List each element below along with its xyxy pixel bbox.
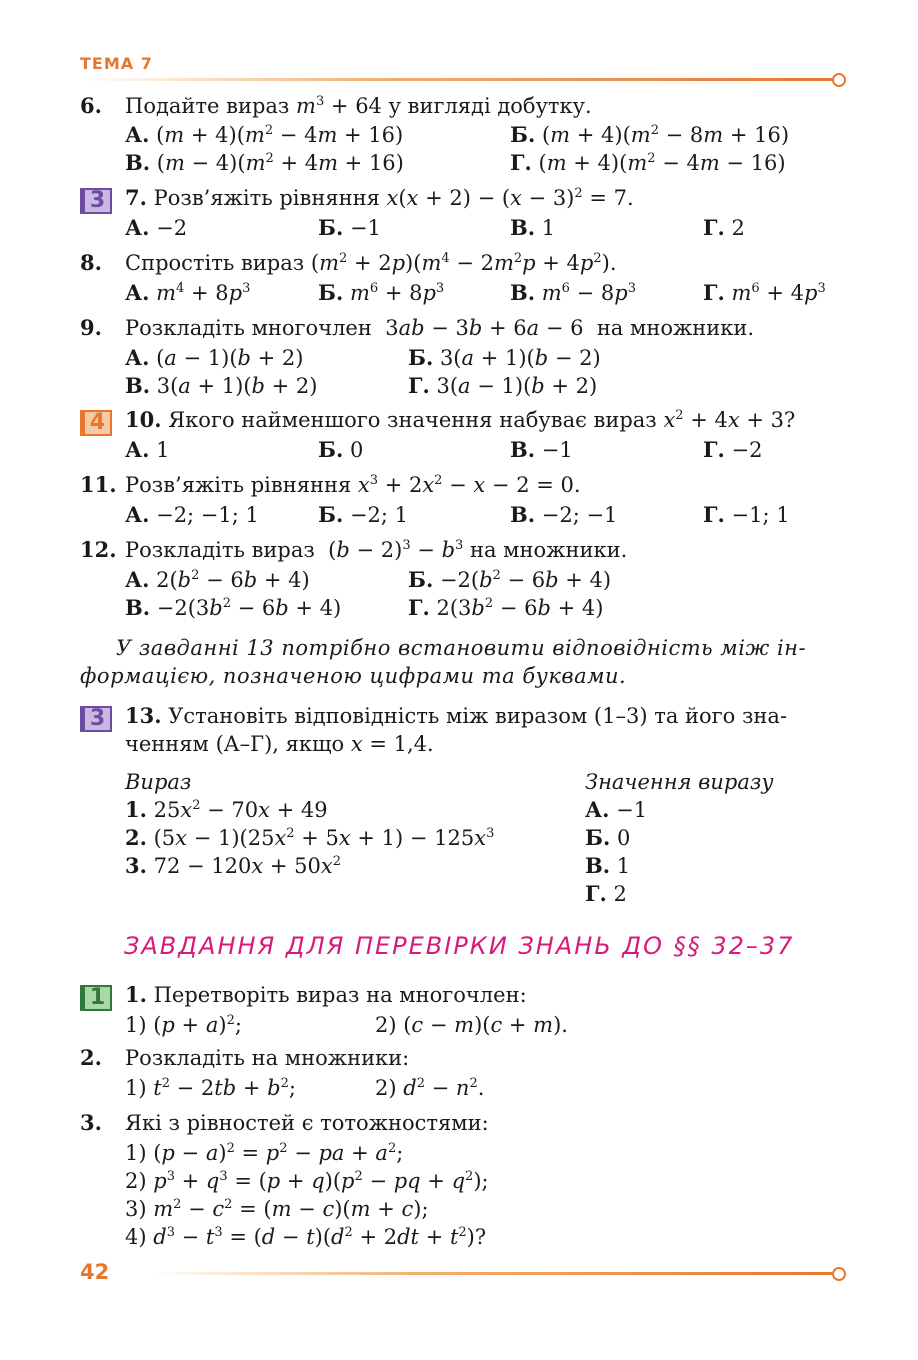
task-12-option-b: Б. $-2(b^2 - 6b + 4)$ — [408, 567, 612, 592]
task-number: 2. — [80, 1045, 102, 1070]
task-6-option-c: В. $(m - 4)(m^2 + 4m + 16)$ — [125, 150, 404, 175]
bottom-rule-circle-icon — [832, 1267, 846, 1281]
matching-value-c: В. 1 — [585, 853, 631, 878]
task-10-option-b: Б. 0 — [318, 437, 364, 462]
task-8-option-b: Б. $m^6 + 8p^3$ — [318, 280, 445, 305]
task-10-text: 10. Якого найменшого значення набуває вираз $x^2 + 4x + 3$? — [125, 407, 796, 432]
check-2-item-2: 2) $d^2 - n^2$. — [375, 1076, 485, 1100]
level-badge: 3 — [80, 706, 112, 732]
check-3-item-3: 3) $m^2 - c^2 = (m - c)(m + c)$; — [125, 1197, 429, 1221]
task-10-option-d: Г. −2 — [703, 437, 763, 462]
level-badge: 1 — [80, 985, 112, 1011]
task-7-option-b: Б. −1 — [318, 215, 381, 240]
task-10-option-c: В. −1 — [510, 437, 573, 462]
task-10-option-a: А. 1 — [125, 437, 170, 462]
matching-value-a: А. −1 — [585, 797, 648, 822]
instruction-note-line-2: формацією, позначеною цифрами та буквами. — [80, 664, 627, 688]
task-number: 9. — [80, 315, 102, 340]
instruction-note-line-1: У завданні 13 потрібно встановити відповідність між ін- — [116, 636, 807, 660]
matching-expression-3: 3. $72 - 120x + 50x^2$ — [125, 853, 342, 878]
check-3-item-2: 2) $p^3 + q^3 = (p + q)(p^2$ − pq + $q^2$); — [125, 1169, 489, 1193]
check-3-item-4: 4) $d^3 - t^3 = (d - t)(d^2 + 2dt + t^2)$? — [125, 1225, 487, 1249]
matching-expression-1: 1. $25x^2 - 70x + 49$ — [125, 797, 328, 822]
level-badge: 4 — [80, 410, 112, 436]
bottom-rule — [150, 1272, 832, 1275]
task-12-option-c: В. $-2(3b^2 - 6b + 4)$ — [125, 595, 342, 620]
top-rule-circle-icon — [832, 73, 846, 87]
task-11-option-d: Г. −1; 1 — [703, 502, 790, 527]
level-badge: 3 — [80, 188, 112, 214]
check-3-text: Які з рівностей є тотожностями: — [125, 1111, 489, 1135]
task-7-text: 7. Розв’яжіть рівняння $x(x + 2) - (x - 3)^2 = 7$. — [125, 185, 634, 210]
task-9-option-a: А. (a − 1)(b + 2) — [125, 345, 304, 370]
task-9-option-d: Г. 3(a − 1)(b + 2) — [408, 373, 598, 398]
matching-left-header: Вираз — [125, 770, 192, 794]
task-11-option-c: В. −2; −1 — [510, 502, 618, 527]
task-8-text: Спростіть вираз $(m^2 + 2p)(m^4 - 2m^2p + 4p^2)$. — [125, 251, 617, 275]
task-11-option-a: А. −2; −1; 1 — [125, 502, 259, 527]
page-number: 42 — [80, 1260, 110, 1284]
task-number: 12. — [80, 537, 117, 562]
task-11-text: Розв’яжіть рівняння $x^3 + 2x^2 - x - 2 = 0$. — [125, 473, 581, 497]
task-13-text-line-2: ченням (А–Г), якщо x = 1,4. — [125, 732, 434, 756]
check-3-item-1: 1) $(p - a)^2 = p^2$ − pa + $a^2$; — [125, 1141, 404, 1165]
check-1-item-1: 1) $(p + a)^2$; — [125, 1013, 242, 1037]
theme-label: ТЕМА 7 — [80, 54, 153, 73]
task-12-option-a: А. $2(b^2 - 6b + 4)$ — [125, 567, 310, 592]
task-7-option-a: А. −2 — [125, 215, 188, 240]
task-12-text: Розкладіть вираз $(b - 2)^3 - b^3$ на множники. — [125, 538, 628, 562]
check-2-text: Розкладіть на множники: — [125, 1046, 410, 1070]
task-6-option-d: Г. $(m + 4)(m^2 - 4m - 16)$ — [510, 150, 786, 175]
top-rule — [80, 78, 832, 81]
check-2-item-1: 1) $t^2 - 2tb + b^2$; — [125, 1076, 296, 1100]
task-number: 8. — [80, 250, 102, 275]
task-8-option-a: А. $m^4 + 8p^3$ — [125, 280, 251, 305]
task-9-option-c: В. 3(a + 1)(b + 2) — [125, 373, 318, 398]
task-8-option-c: В. $m^6 - 8p^3$ — [510, 280, 636, 305]
task-6-text: Подайте вираз $m^3 + 64$ у вигляді добутку. — [125, 94, 592, 118]
check-1-text: 1. Перетворіть вираз на многочлен: — [125, 982, 527, 1007]
task-9-text: Розкладіть многочлен 3ab − 3b + 6a − 6 на множники. — [125, 316, 755, 340]
task-8-option-d: Г. $m^6 + 4p^3$ — [703, 280, 826, 305]
task-6-option-b: Б. $(m + 4)(m^2 - 8m + 16)$ — [510, 122, 790, 147]
task-number: 3. — [80, 1110, 102, 1135]
task-12-option-d: Г. $2(3b^2 - 6b + 4)$ — [408, 595, 604, 620]
matching-right-header: Значення виразу — [585, 770, 774, 794]
task-11-option-b: Б. −2; 1 — [318, 502, 409, 527]
section-title: ЗАВДАННЯ ДЛЯ ПЕРЕВІРКИ ЗНАНЬ ДО §§ 32–37 — [124, 932, 795, 960]
matching-expression-2: 2. $(5x - 1)(25x^2 + 5x + 1) - 125x^3$ — [125, 825, 495, 850]
matching-value-b: Б. 0 — [585, 825, 631, 850]
task-13-text-line-1: 13. Установіть відповідність між виразом (1–3) та його зна- — [125, 703, 788, 728]
task-number: 6. — [80, 93, 102, 118]
task-9-option-b: Б. 3(a + 1)(b − 2) — [408, 345, 601, 370]
task-number: 11. — [80, 472, 117, 497]
task-6-option-a: А. $(m + 4)(m^2 - 4m + 16)$ — [125, 122, 404, 147]
matching-value-d: Г. 2 — [585, 881, 627, 906]
task-7-option-c: В. 1 — [510, 215, 556, 240]
check-1-item-2: 2) (c − m)(c + m). — [375, 1013, 568, 1037]
task-7-option-d: Г. 2 — [703, 215, 745, 240]
